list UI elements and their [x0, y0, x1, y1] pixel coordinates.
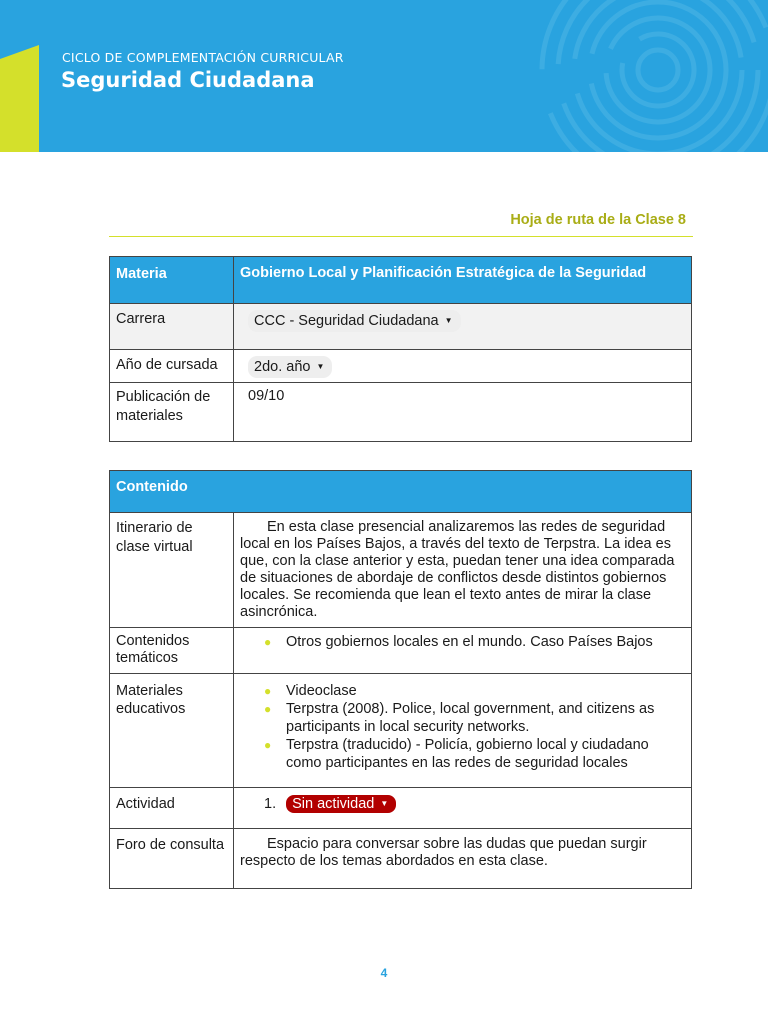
- info-header-row: [110, 257, 692, 304]
- info-table: [109, 256, 692, 442]
- materiales-list: [240, 682, 683, 772]
- tematicos-label: Contenidos temáticos: [116, 633, 190, 666]
- actividad-dropdown[interactable]: Sin actividad ▼: [286, 795, 396, 813]
- page-number: 4: [380, 966, 388, 980]
- contenido-label: Contenido: [116, 479, 188, 495]
- list-item: ● Terpstra (2008). Police, local government, and citizens as participants in local security networks.: [264, 701, 655, 735]
- list-item: ● Videoclase: [264, 683, 357, 699]
- actividad-number: 1.: [264, 796, 277, 812]
- table-row: [110, 350, 692, 383]
- materia-value: Gobierno Local y Planificación Estratégica de la Seguridad: [240, 265, 647, 281]
- list-item: ● Terpstra (traducido) - Policía, gobierno local y ciudadano como participantes en las redes de seguridad locales: [264, 737, 649, 771]
- itinerario-label: Itinerario de clase virtual: [116, 520, 193, 555]
- table-row: [110, 383, 692, 442]
- anio-label: Año de cursada: [116, 357, 218, 373]
- table-row: [110, 829, 692, 889]
- title-divider: [109, 236, 693, 237]
- list-item: ● Otros gobiernos locales en el mundo. Caso Países Bajos: [264, 634, 653, 650]
- actividad-label: Actividad: [116, 796, 175, 812]
- carrera-label: Carrera: [116, 311, 166, 327]
- fingerprint-icon: [508, 0, 768, 152]
- content-table: [109, 470, 692, 889]
- chevron-down-icon: ▼: [316, 362, 325, 371]
- foro-text: Espacio para conversar sobre las dudas que puedan surgir respecto de los temas abordados en esta clase.: [240, 836, 647, 869]
- chevron-down-icon: ▼: [380, 799, 389, 808]
- publicacion-label: Publicación de materiales: [116, 389, 211, 424]
- materia-label: Materia: [116, 266, 167, 282]
- table-row: [110, 628, 692, 674]
- accent-tab: [0, 45, 39, 152]
- table-row: [110, 304, 692, 350]
- materiales-label: Materiales educativos: [116, 683, 186, 717]
- page-header: [0, 0, 768, 152]
- carrera-dropdown[interactable]: CCC - Seguridad Ciudadana ▼: [248, 310, 461, 332]
- header-title: Seguridad Ciudadana: [61, 68, 315, 92]
- page-title: Hoja de ruta de la Clase 8: [510, 212, 686, 228]
- publicacion-value: 09/10: [248, 388, 285, 404]
- bullet-icon: ●: [264, 738, 272, 752]
- table-row: [110, 674, 692, 788]
- chevron-down-icon: ▼: [444, 316, 453, 325]
- table-row: [110, 788, 692, 829]
- content-header-row: [110, 471, 692, 513]
- table-row: [110, 513, 692, 628]
- foro-label: Foro de consulta: [116, 837, 225, 853]
- bullet-icon: ●: [264, 635, 272, 649]
- bullet-icon: ●: [264, 702, 272, 716]
- header-kicker: CICLO DE COMPLEMENTACIÓN CURRICULAR: [62, 50, 344, 65]
- anio-dropdown[interactable]: 2do. año ▼: [248, 356, 332, 378]
- itinerario-text: En esta clase presencial analizaremos las redes de seguridad local en los Países Bajos, a través del texto de Terpstra. La idea es que, con la clase anterior y esta, puedan tener una idea comparada de situaciones de abordaje de conflictos desde distintos gobiernos locales. Se recomienda que lean el texto antes de mirar la clase asincrónica.: [240, 519, 675, 620]
- tematicos-list: [240, 633, 683, 651]
- bullet-icon: ●: [264, 684, 272, 698]
